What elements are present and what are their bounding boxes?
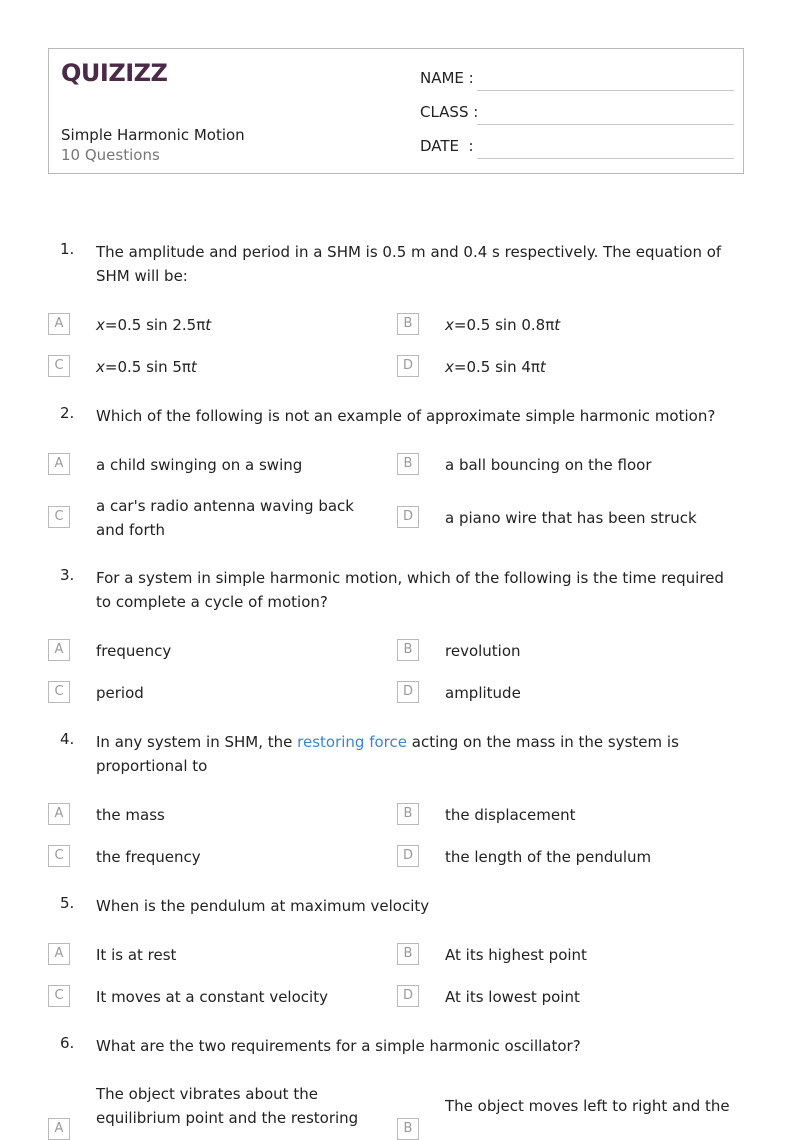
- option-text: x=0.5 sin 2.5πt: [96, 316, 212, 334]
- question-text: What are the two requirements for a simple harmonic oscillator?: [96, 1037, 581, 1055]
- option-text: At its lowest point: [445, 988, 580, 1006]
- option-text: x=0.5 sin 5πt: [96, 358, 197, 376]
- option-letter-box[interactable]: B: [397, 1118, 419, 1140]
- quizizz-logo: QUIZIZZ: [61, 59, 168, 87]
- option-text: It moves at a constant velocity: [96, 988, 328, 1006]
- date-line[interactable]: [477, 158, 734, 159]
- option-letter-box[interactable]: D: [397, 506, 419, 528]
- option-letter-box[interactable]: C: [48, 985, 70, 1007]
- option-letter-box[interactable]: B: [397, 639, 419, 661]
- option-letter-box[interactable]: C: [48, 681, 70, 703]
- option-text: The object vibrates about the equilibrium point and the restoring: [96, 1085, 359, 1127]
- option-letter-box[interactable]: D: [397, 985, 419, 1007]
- question-number: 4.: [60, 730, 75, 748]
- option-text: the displacement: [445, 806, 576, 824]
- option-text: a child swinging on a swing: [96, 456, 303, 474]
- option-text: revolution: [445, 642, 521, 660]
- date-label: DATE :: [420, 137, 474, 155]
- question-number: 5.: [60, 894, 75, 912]
- name-line[interactable]: [477, 90, 734, 91]
- option-text: a piano wire that has been struck: [445, 509, 697, 527]
- option-letter-box[interactable]: C: [48, 845, 70, 867]
- option-letter-box[interactable]: A: [48, 803, 70, 825]
- name-field[interactable]: [420, 69, 734, 91]
- question-text: When is the pendulum at maximum velocity: [96, 897, 430, 915]
- question-number: 3.: [60, 566, 75, 584]
- question-number: 6.: [60, 1034, 75, 1052]
- option-text: the frequency: [96, 848, 201, 866]
- question-text: In any system in SHM, the restoring force acting on the mass in the system is proportional to: [96, 733, 679, 775]
- name-label: NAME :: [420, 69, 474, 87]
- option-letter-box[interactable]: C: [48, 355, 70, 377]
- option-letter-box[interactable]: A: [48, 943, 70, 965]
- option-text: It is at rest: [96, 946, 177, 964]
- option-text: a ball bouncing on the floor: [445, 456, 652, 474]
- class-label: CLASS :: [420, 103, 479, 121]
- option-letter-box[interactable]: D: [397, 681, 419, 703]
- option-text: a car's radio antenna waving back and forth: [96, 497, 354, 539]
- restoring-force-link[interactable]: restoring force: [297, 733, 407, 751]
- question-count: 10 Questions: [61, 146, 160, 164]
- option-letter-box[interactable]: A: [48, 1118, 70, 1140]
- question-number: 2.: [60, 404, 75, 422]
- option-text: amplitude: [445, 684, 521, 702]
- option-letter-box[interactable]: B: [397, 803, 419, 825]
- option-letter-box[interactable]: B: [397, 313, 419, 335]
- worksheet-title: Simple Harmonic Motion: [61, 126, 245, 144]
- worksheet-header: [48, 48, 744, 174]
- option-text: frequency: [96, 642, 172, 660]
- option-text: x=0.5 sin 4πt: [445, 358, 546, 376]
- class-line[interactable]: [477, 124, 734, 125]
- option-letter-box[interactable]: D: [397, 845, 419, 867]
- option-letter-box[interactable]: A: [48, 313, 70, 335]
- option-text: The object moves left to right and the: [445, 1097, 730, 1115]
- option-letter-box[interactable]: D: [397, 355, 419, 377]
- option-text: period: [96, 684, 144, 702]
- option-letter-box[interactable]: A: [48, 639, 70, 661]
- option-text: At its highest point: [445, 946, 587, 964]
- question-text: The amplitude and period in a SHM is 0.5 m and 0.4 s respectively. The equation of SHM will be:: [96, 243, 722, 285]
- class-field[interactable]: [420, 103, 734, 125]
- option-letter-box[interactable]: A: [48, 453, 70, 475]
- question-text: Which of the following is not an example of approximate simple harmonic motion?: [96, 407, 716, 425]
- option-text: the mass: [96, 806, 165, 824]
- date-field[interactable]: [420, 137, 734, 159]
- option-letter-box[interactable]: B: [397, 943, 419, 965]
- option-text: x=0.5 sin 0.8πt: [445, 316, 561, 334]
- option-text: the length of the pendulum: [445, 848, 652, 866]
- option-letter-box[interactable]: B: [397, 453, 419, 475]
- option-letter-box[interactable]: C: [48, 506, 70, 528]
- question-number: 1.: [60, 240, 75, 258]
- question-text: For a system in simple harmonic motion, which of the following is the time required to complete a cycle of motion?: [96, 569, 724, 611]
